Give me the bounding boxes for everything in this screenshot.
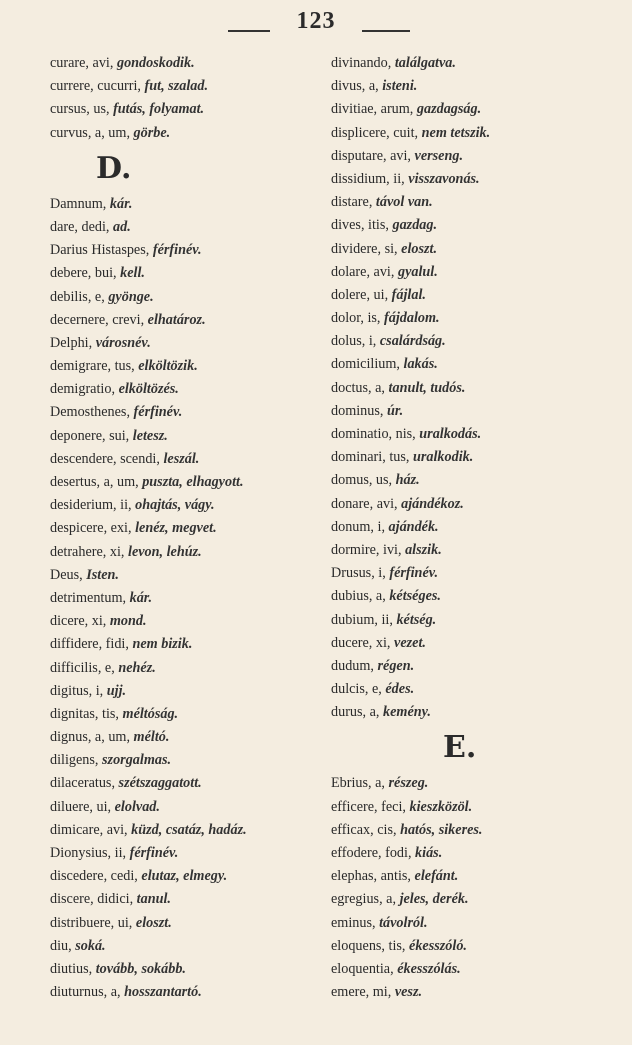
entry-translation: mond. xyxy=(109,613,147,630)
dictionary-entry xyxy=(331,981,621,1004)
dictionary-entry xyxy=(50,587,320,610)
entry-headword: dignus, a, um, xyxy=(50,729,130,746)
entry-headword: diu, xyxy=(50,937,72,954)
dictionary-entry xyxy=(50,286,320,309)
entry-translation: kár. xyxy=(109,195,133,212)
entry-translation: küzd, csatáz, hadáz. xyxy=(131,821,247,838)
entry-translation: vezet. xyxy=(394,634,426,651)
dictionary-entry xyxy=(331,423,621,446)
entry-translation: kiás. xyxy=(415,845,443,861)
dictionary-entry xyxy=(50,98,320,121)
entry-translation: hosszantartó. xyxy=(124,984,202,1001)
right-entries-top xyxy=(331,52,621,724)
dictionary-entry xyxy=(50,610,320,633)
entry-translation: gyalul. xyxy=(397,263,438,280)
entry-translation: elolvad. xyxy=(114,798,160,815)
dictionary-entry xyxy=(50,122,320,145)
entry-translation: görbe. xyxy=(133,124,171,141)
dictionary-entry xyxy=(331,655,621,678)
dictionary-entry xyxy=(331,377,621,400)
page-header xyxy=(0,6,632,42)
entry-translation: távol van. xyxy=(375,194,433,211)
entry-translation: lakás. xyxy=(403,356,438,373)
entry-headword: Deus, xyxy=(50,566,83,583)
entry-headword: dormire, ivi, xyxy=(331,541,402,558)
entry-headword: diligens, xyxy=(50,752,99,769)
entry-headword: dignitas, tis, xyxy=(50,705,119,722)
dictionary-entry xyxy=(331,261,621,284)
dictionary-entry xyxy=(331,98,621,121)
entry-headword: dives, itis, xyxy=(331,217,389,234)
entry-translation: méltóság. xyxy=(122,705,179,722)
entry-translation: fájlal. xyxy=(391,286,426,303)
entry-translation: tanul. xyxy=(136,891,171,908)
dictionary-entry xyxy=(331,214,621,237)
entry-headword: curare, avi, xyxy=(50,55,114,71)
header-rule-left xyxy=(228,30,270,32)
entry-headword: discedere, cedi, xyxy=(50,868,138,885)
left-column xyxy=(50,52,320,1004)
entry-headword: decernere, crevi, xyxy=(50,311,145,328)
entry-translation: levon, lehúz. xyxy=(128,543,202,560)
dictionary-entry xyxy=(331,958,621,981)
dictionary-entry xyxy=(50,378,320,401)
entry-headword: discere, didici, xyxy=(50,891,134,908)
dictionary-entry xyxy=(331,539,621,562)
entry-headword: displicere, cuit, xyxy=(331,124,419,141)
entry-translation: ad. xyxy=(113,218,131,235)
dictionary-entry xyxy=(50,935,320,958)
dictionary-entry xyxy=(50,262,320,285)
dictionary-entry xyxy=(331,122,621,145)
dictionary-entry xyxy=(331,609,621,632)
entry-translation: alszik. xyxy=(405,541,442,558)
entry-translation: városnév. xyxy=(95,334,151,351)
dictionary-entry xyxy=(331,632,621,655)
dictionary-entry xyxy=(50,332,320,355)
entry-headword: ducere, xi, xyxy=(331,634,391,651)
entry-headword: dudum, xyxy=(331,657,374,674)
dictionary-entry xyxy=(331,516,621,539)
entry-translation: kár. xyxy=(129,589,153,606)
dictionary-entry xyxy=(50,633,320,656)
entry-headword: disputare, avi, xyxy=(331,147,411,164)
dictionary-entry xyxy=(331,469,621,492)
dictionary-entry xyxy=(50,401,320,424)
entry-translation: nem tetszik. xyxy=(421,124,491,141)
entry-headword: detrimentum, xyxy=(50,589,127,606)
entry-headword: desiderium, ii, xyxy=(50,497,132,514)
entry-headword: dolere, ui, xyxy=(331,286,389,303)
entry-headword: donare, avi, xyxy=(331,495,398,512)
entry-translation: gazdag. xyxy=(392,217,438,234)
dictionary-entry xyxy=(331,842,621,865)
entry-headword: donum, i, xyxy=(331,518,385,535)
entry-translation: kieszközöl. xyxy=(409,798,473,815)
entry-translation: nehéz. xyxy=(118,659,156,676)
dictionary-entry xyxy=(50,657,320,680)
entry-translation: ajándékoz. xyxy=(401,495,464,512)
dictionary-entry xyxy=(331,75,621,98)
dictionary-entry xyxy=(50,216,320,239)
entry-translation: tanult, tudós. xyxy=(388,379,466,396)
dictionary-entry xyxy=(50,981,320,1004)
dictionary-entry xyxy=(50,448,320,471)
entry-headword: despicere, exi, xyxy=(50,520,132,537)
right-entries-e xyxy=(331,772,621,1004)
dictionary-entry xyxy=(50,193,320,216)
entry-translation: nem bizik. xyxy=(132,636,193,653)
entry-translation: régen. xyxy=(377,657,415,674)
dictionary-entry xyxy=(50,703,320,726)
entry-translation: édes. xyxy=(385,681,415,698)
entry-translation: eloszt. xyxy=(401,240,438,257)
dictionary-entry xyxy=(331,238,621,261)
entry-translation: férfinév. xyxy=(133,404,183,421)
section-heading-d: D. xyxy=(96,150,132,186)
entry-translation: gyönge. xyxy=(108,288,154,305)
entry-headword: cursus, us, xyxy=(50,101,110,118)
entry-headword: dicere, xi, xyxy=(50,613,107,630)
entry-headword: efficere, feci, xyxy=(331,798,406,815)
entry-headword: digitus, i, xyxy=(50,682,104,699)
dictionary-entry xyxy=(50,52,320,75)
entry-headword: dominus, xyxy=(331,402,384,419)
right-column xyxy=(331,52,621,1004)
entry-translation: puszta, elhagyott. xyxy=(142,474,244,490)
entry-translation: ohajtás, vágy. xyxy=(135,497,215,514)
dictionary-entry xyxy=(331,935,621,958)
entry-translation: kétséges. xyxy=(389,588,441,605)
entry-headword: egregius, a, xyxy=(331,891,397,908)
dictionary-entry xyxy=(331,191,621,214)
entry-translation: isteni. xyxy=(382,78,418,95)
dictionary-entry xyxy=(331,888,621,911)
entry-headword: dividere, si, xyxy=(331,240,398,257)
dictionary-entry xyxy=(331,912,621,935)
entry-translation: elefánt. xyxy=(414,868,459,885)
dictionary-entry xyxy=(331,796,621,819)
entry-headword: eminus, xyxy=(331,914,376,931)
entry-headword: diffidere, fidi, xyxy=(50,636,129,653)
entry-translation: kell. xyxy=(120,265,145,282)
entry-translation: vesz. xyxy=(394,984,423,1001)
page-number: 123 xyxy=(296,8,336,34)
entry-headword: Darius Histaspes, xyxy=(50,242,150,259)
entry-translation: fájdalom. xyxy=(384,310,440,327)
dictionary-entry xyxy=(50,865,320,888)
entry-translation: gazdagság. xyxy=(416,101,482,118)
entry-translation: hatós, sikeres. xyxy=(400,821,483,838)
entry-headword: demigrare, tus, xyxy=(50,358,135,375)
entry-translation: lenéz, megvet. xyxy=(135,520,217,537)
dictionary-entry xyxy=(331,284,621,307)
dictionary-entry xyxy=(50,75,320,98)
dictionary-entry xyxy=(50,912,320,935)
entry-headword: dubius, a, xyxy=(331,588,386,605)
entry-translation: visszavonás. xyxy=(408,170,480,187)
entry-headword: currere, cucurri, xyxy=(50,78,141,95)
entry-translation: ékesszólás. xyxy=(397,960,461,977)
entry-translation: csalárdság. xyxy=(379,333,446,350)
entry-headword: doctus, a, xyxy=(331,379,385,396)
entry-headword: curvus, a, um, xyxy=(50,124,130,141)
dictionary-entry xyxy=(50,819,320,842)
entry-headword: dubium, ii, xyxy=(331,611,393,628)
entry-translation: kemény. xyxy=(383,704,431,721)
entry-headword: efficax, cis, xyxy=(331,821,397,838)
entry-headword: dilaceratus, xyxy=(50,775,115,792)
entry-translation: leszál. xyxy=(163,450,200,467)
entry-headword: deponere, sui, xyxy=(50,427,130,444)
dictionary-entry xyxy=(50,726,320,749)
dictionary-entry xyxy=(50,517,320,540)
entry-translation: találgatva. xyxy=(394,55,456,71)
dictionary-entry xyxy=(331,819,621,842)
dictionary-entry xyxy=(331,145,621,168)
entry-headword: dolare, avi, xyxy=(331,263,395,280)
dictionary-entry xyxy=(331,400,621,423)
dictionary-entry xyxy=(50,796,320,819)
entry-headword: domicilium, xyxy=(331,356,400,373)
dictionary-entry xyxy=(331,307,621,330)
dictionary-entry xyxy=(50,958,320,981)
entry-headword: difficilis, e, xyxy=(50,659,115,676)
entry-translation: ujj. xyxy=(106,682,127,699)
entry-translation: elutaz, elmegy. xyxy=(141,868,228,885)
entry-headword: dimicare, avi, xyxy=(50,821,128,838)
dictionary-entry xyxy=(50,564,320,587)
entry-headword: diutius, xyxy=(50,960,93,977)
entry-headword: desertus, a, um, xyxy=(50,474,139,490)
dictionary-entry xyxy=(50,494,320,517)
entry-translation: elhatároz. xyxy=(147,311,206,328)
entry-translation: tovább, sokább. xyxy=(95,960,186,977)
entry-translation: kétség. xyxy=(396,611,437,628)
entry-translation: jeles, derék. xyxy=(399,891,469,908)
entry-headword: dolus, i, xyxy=(331,333,377,350)
entry-translation: verseng. xyxy=(414,147,463,164)
entry-translation: távolról. xyxy=(379,914,428,931)
entry-translation: eloszt. xyxy=(135,914,172,931)
entry-translation: szétszaggatott. xyxy=(118,775,202,792)
left-entries-top xyxy=(50,52,320,145)
entry-headword: diluere, ui, xyxy=(50,798,112,815)
entry-headword: debilis, e, xyxy=(50,288,105,305)
entry-headword: Delphi, xyxy=(50,334,93,351)
entry-headword: divus, a, xyxy=(331,78,379,95)
dictionary-entry xyxy=(50,842,320,865)
dictionary-entry xyxy=(50,888,320,911)
entry-translation: ékesszóló. xyxy=(409,937,467,954)
section-heading-e: E. xyxy=(443,730,477,766)
entry-translation: ház. xyxy=(395,472,420,489)
dictionary-entry xyxy=(50,425,320,448)
header-rule-right xyxy=(362,30,410,32)
entry-headword: distare, xyxy=(331,194,373,211)
entry-headword: elephas, antis, xyxy=(331,868,411,885)
entry-headword: dominari, tus, xyxy=(331,449,410,466)
entry-translation: futás, folyamat. xyxy=(113,101,205,118)
dictionary-entry xyxy=(50,239,320,262)
entry-translation: uralkodik. xyxy=(412,449,474,466)
dictionary-entry xyxy=(50,309,320,332)
entry-translation: úr. xyxy=(386,402,404,419)
dictionary-entry xyxy=(331,52,621,75)
entry-headword: divinando, xyxy=(331,55,392,71)
entry-translation: elköltözés. xyxy=(118,381,179,398)
entry-headword: durus, a, xyxy=(331,704,380,721)
entry-translation: Isten. xyxy=(86,566,119,583)
entry-translation: ajándék. xyxy=(388,518,439,535)
entry-headword: effodere, fodi, xyxy=(331,845,412,861)
entry-headword: dulcis, e, xyxy=(331,681,382,698)
entry-headword: Demosthenes, xyxy=(50,404,130,421)
entry-headword: Dionysius, ii, xyxy=(50,845,127,861)
entry-translation: részeg. xyxy=(388,775,429,792)
entry-headword: distribuere, ui, xyxy=(50,914,133,931)
dictionary-entry xyxy=(331,701,621,724)
entry-translation: letesz. xyxy=(132,427,168,444)
entry-headword: dominatio, nis, xyxy=(331,426,416,442)
entry-headword: demigratio, xyxy=(50,381,116,398)
entry-translation: fut, szalad. xyxy=(144,78,208,95)
entry-translation: uralkodás. xyxy=(419,426,482,442)
entry-translation: gondoskodik. xyxy=(116,55,195,71)
entry-headword: debere, bui, xyxy=(50,265,117,282)
entry-translation: szorgalmas. xyxy=(102,752,172,769)
dictionary-entry xyxy=(331,678,621,701)
dictionary-entry xyxy=(50,355,320,378)
entry-headword: emere, mi, xyxy=(331,984,392,1001)
dictionary-entry xyxy=(331,168,621,191)
dictionary-entry xyxy=(331,772,621,795)
entry-headword: eloquens, tis, xyxy=(331,937,406,954)
dictionary-entry xyxy=(50,471,320,494)
entry-translation: elköltözik. xyxy=(138,358,198,375)
dictionary-entry xyxy=(331,446,621,469)
entry-translation: férfinév. xyxy=(152,242,202,259)
dictionary-entry xyxy=(331,865,621,888)
dictionary-entry xyxy=(331,353,621,376)
dictionary-entry xyxy=(50,749,320,772)
dictionary-entry xyxy=(331,330,621,353)
left-entries-d xyxy=(50,193,320,1005)
entry-headword: Drusus, i, xyxy=(331,565,386,582)
entry-translation: férfinév. xyxy=(129,845,179,861)
dictionary-entry xyxy=(50,541,320,564)
entry-headword: domus, us, xyxy=(331,472,393,489)
dictionary-entry xyxy=(50,680,320,703)
entry-headword: descendere, scendi, xyxy=(50,450,160,467)
entry-headword: dare, dedi, xyxy=(50,218,110,235)
entry-headword: eloquentia, xyxy=(331,960,394,977)
entry-headword: Damnum, xyxy=(50,195,107,212)
entry-headword: dissidium, ii, xyxy=(331,170,405,187)
dictionary-entry xyxy=(331,493,621,516)
entry-headword: divitiae, arum, xyxy=(331,101,414,118)
entry-headword: dolor, is, xyxy=(331,310,381,327)
dictionary-entry xyxy=(50,772,320,795)
entry-translation: méltó. xyxy=(133,729,170,746)
dictionary-entry xyxy=(331,562,621,585)
entry-headword: Ebrius, a, xyxy=(331,775,385,792)
entry-translation: soká. xyxy=(75,937,106,954)
entry-headword: detrahere, xi, xyxy=(50,543,125,560)
dictionary-entry xyxy=(331,585,621,608)
entry-headword: diuturnus, a, xyxy=(50,984,121,1001)
entry-translation: férfinév. xyxy=(389,565,439,582)
